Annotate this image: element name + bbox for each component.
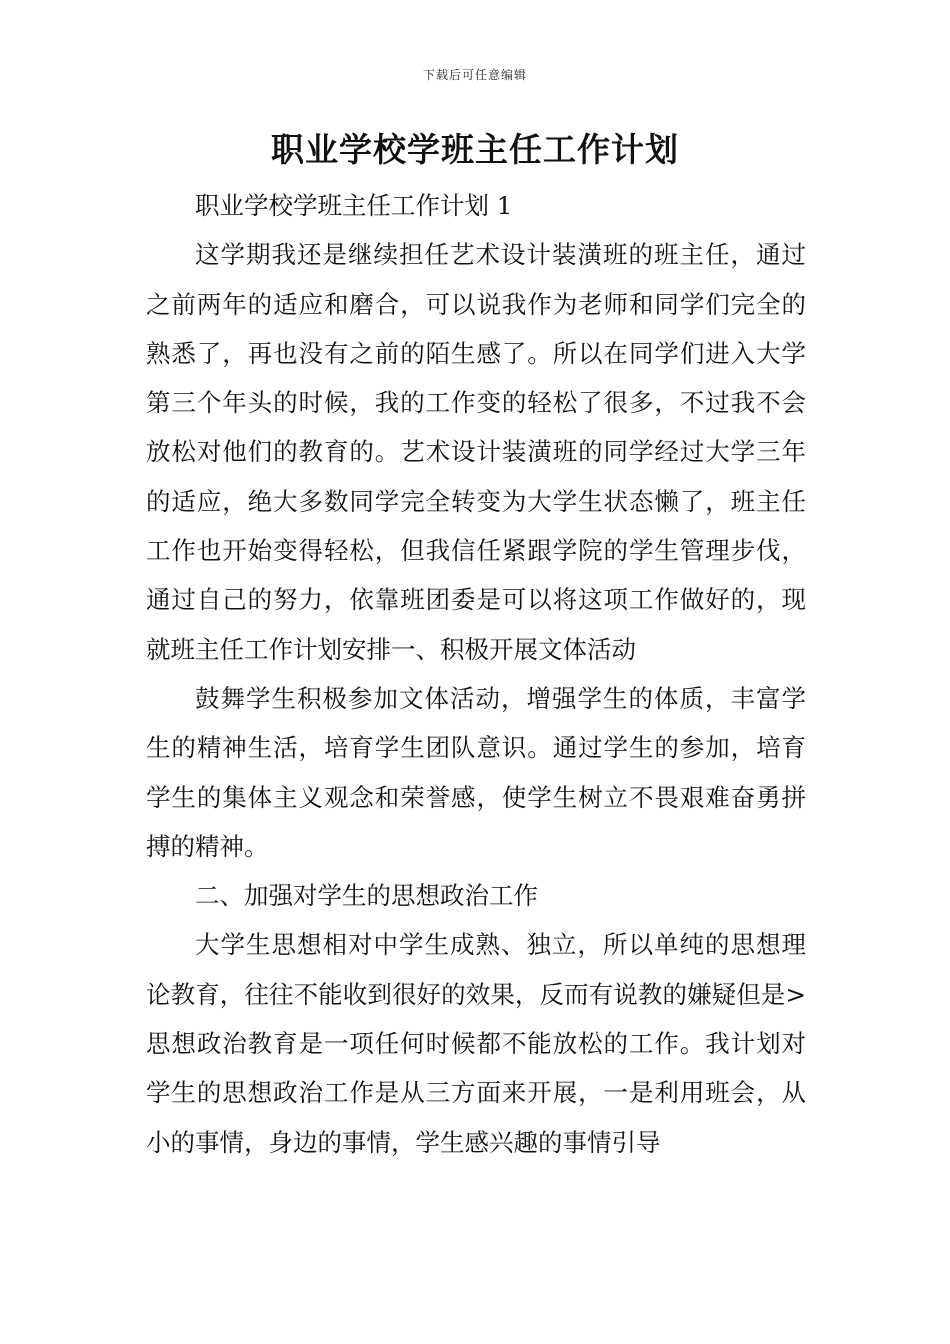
section-heading: 职业学校学班主任工作计划 1 (195, 191, 513, 220)
header-note: 下载后可任意编辑 (422, 68, 527, 82)
document-title: 职业学校学班主任工作计划 (271, 130, 679, 169)
document-body (146, 181, 806, 1167)
section-heading: 二、加强对学生的思想政治工作 (195, 881, 538, 911)
paragraph: 大学生思想相对中学生成熟、独立，所以单纯的思想理论教育，往往不能收到很好的效果，反而有说教的嫌疑但是>思想政治教育是一项任何时候都不能放松的工作。我计划对学生的思想政治工作是从三方面来开展，一是利用班会，从小的事情，身边的事情，学生感兴趣的事情引导 (146, 930, 806, 1157)
paragraph: 鼓舞学生积极参加文体活动，增强学生的体质，丰富学生的精神生活，培育学生团队意识。通过学生的参加，培育学生的集体主义观念和荣誉感，使学生树立不畏艰难奋勇拼搏的精神。 (146, 683, 806, 861)
paragraph: 这学期我还是继续担任艺术设计装潢班的班主任，通过之前两年的适应和磨合，可以说我作为老师和同学们完全的熟悉了，再也没有之前的陌生感了。所以在同学们进入大学第三个年头的时候，我的工作变的轻松了很多，不过我不会放松对他们的教育的。艺术设计装潢班的同学经过大学三年的适应，绝大多数同学完全转变为大学生状态懒了，班主任工作也开始变得轻松，但我信任紧跟学院的学生管理步伐，通过自己的努力，依靠班团委是可以将这项工作做好的，现就班主任工作计划安排一、积极开展文体活动 (146, 240, 806, 664)
